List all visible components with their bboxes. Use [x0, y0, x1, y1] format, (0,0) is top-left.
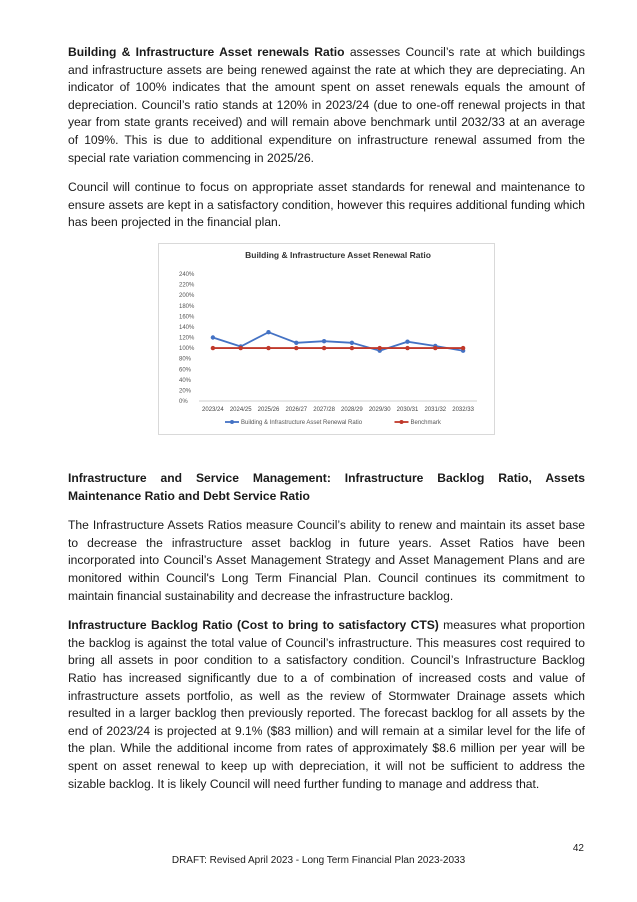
x-tick-label: 2028/29 — [341, 407, 363, 413]
y-tick-label: 220% — [179, 282, 195, 289]
paragraph-renewals-ratio — [68, 44, 585, 167]
term-renewals-ratio: Building & Infrastructure Asset renewals Ratio — [68, 45, 345, 59]
legend-label-1: Benchmark — [410, 420, 441, 426]
legend-swatch-marker-0 — [230, 420, 234, 424]
paragraph-backlog-ratio — [68, 617, 585, 793]
data-point-1 — [239, 346, 243, 350]
page-number: 42 — [572, 843, 584, 854]
data-point-1 — [405, 346, 409, 350]
section-infrastructure — [68, 470, 585, 793]
data-point-1 — [294, 346, 298, 350]
y-tick-label: 20% — [179, 388, 192, 395]
y-tick-label: 120% — [179, 335, 195, 342]
x-tick-label: 2023/24 — [202, 407, 224, 413]
data-point-0 — [266, 330, 270, 334]
data-point-1 — [322, 346, 326, 350]
x-tick-label: 2024/25 — [229, 407, 252, 413]
page-footer: DRAFT: Revised April 2023 - Long Term Financial Plan 2023-2033 — [171, 855, 466, 866]
x-tick-label: 2029/30 — [368, 407, 391, 413]
data-point-0 — [211, 335, 215, 339]
y-tick-label: 180% — [179, 303, 195, 310]
renewal-ratio-chart — [158, 243, 495, 435]
x-tick-label: 2032/33 — [452, 407, 474, 413]
y-tick-label: 60% — [179, 367, 192, 374]
renewals-ratio-text: assesses Council’s rate at which buildings and infrastructure assets are being renewed against the rate at which they are depreciating. An indicator of 100% indicates that the amount spent on asset renewals equals the amount of depreciation. Council’s ratio stands at 120% in 2023/24 (due to one-off renewal projects in that year from state grants received) and will remain above benchmark until 2032/33 at an average of 109%. This is due to additional expenditure on infrastructure renewal assumed from the special rate variation commencing in 2025/26. — [68, 45, 585, 165]
data-point-1 — [266, 346, 270, 350]
data-point-0 — [322, 339, 326, 343]
y-tick-label: 0% — [179, 399, 188, 405]
chart-title: Building & Infrastructure Asset Renewal Ratio — [245, 250, 431, 260]
y-tick-label: 80% — [179, 356, 192, 363]
y-tick-label: 240% — [179, 272, 195, 278]
y-tick-label: 200% — [179, 293, 195, 300]
backlog-ratio-text: measures what proportion the backlog is against the total value of Council’s infrastructure. This measures cost required to bring all assets in poor condition to a satisfactory condition. Council’s Infrastructure Backlog Ratio has increased significantly due to a of combination of increased costs and value of infrastructure assets portfolio, as well as the review of Stormwater Drainage assets which resulted in a larger backlog then previously reported. The forecast backlog for all assets by the end of 2023/24 is projected at 9.1% ($83 million) and will remain at a similar level for the life of the plan. While the additional income from rates of approximately $8.6 million per year will be spent on asset renewal to keep up with depreciation, it will not be sufficient to address the sizable backlog. It is likely Council will need further funding to manage and address that. — [68, 618, 585, 791]
data-point-1 — [461, 346, 465, 350]
page-body — [68, 44, 585, 232]
x-tick-label: 2026/27 — [285, 407, 308, 413]
x-tick-label: 2025/26 — [257, 407, 280, 413]
data-point-0 — [405, 340, 409, 344]
section-heading: Infrastructure and Service Management: Infrastructure Backlog Ratio, Assets Maintenance Ratio and Debt Service Ratio — [68, 471, 585, 503]
data-point-1 — [433, 346, 437, 350]
legend-label-0: Building & Infrastructure Asset Renewal Ratio — [241, 420, 363, 426]
data-point-0 — [294, 341, 298, 345]
x-tick-label: 2027/28 — [313, 407, 335, 413]
y-tick-label: 100% — [179, 346, 195, 353]
data-point-1 — [211, 346, 215, 350]
data-point-1 — [378, 346, 382, 350]
paragraph-asset-standards: Council will continue to focus on appropriate asset standards for renewal and maintenance to ensure assets are kept in a satisfactory condition, however this requires additional funding which has been projected in the financial plan. — [68, 180, 585, 230]
term-backlog-ratio: Infrastructure Backlog Ratio (Cost to bring to satisfactory CTS) — [68, 618, 439, 633]
x-tick-label: 2030/31 — [396, 407, 419, 413]
y-tick-label: 160% — [179, 314, 195, 321]
legend-swatch-marker-1 — [400, 420, 404, 424]
paragraph-asset-ratios: The Infrastructure Assets Ratios measure Council’s ability to renew and maintain its asset base to decrease the infrastructure asset backlog in future years. Asset Ratios have been incorporated into Council’s Asset Management Strategy and Asset Management Plans and are monitored within Council's Long Term Financial Plan. Council continues its commitment to maintain financial sustainability and decrease the infrastructure backlog. — [68, 518, 585, 603]
data-point-0 — [350, 341, 354, 345]
y-tick-label: 40% — [179, 377, 192, 384]
x-tick-label: 2031/32 — [424, 407, 447, 413]
y-tick-label: 140% — [179, 324, 195, 331]
chart-canvas — [159, 244, 494, 434]
data-point-1 — [350, 346, 354, 350]
